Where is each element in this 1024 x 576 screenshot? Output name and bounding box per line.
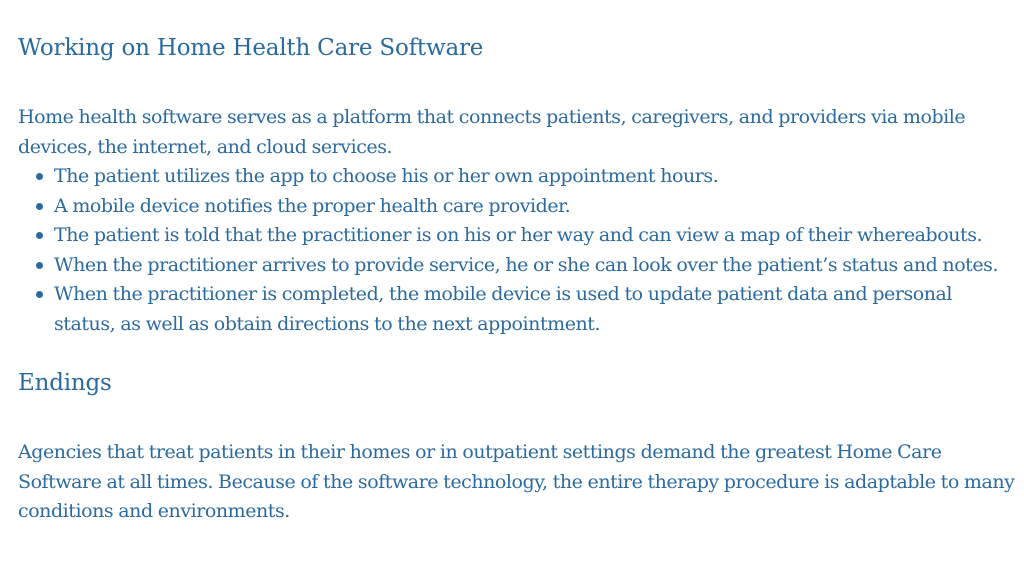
list-item	[18, 251, 1008, 281]
list-item-text: The patient is told that the practitioner is on his or her way and can view a map of their whereabouts.	[54, 224, 983, 246]
bullet-icon	[36, 232, 43, 239]
list-item-text: The patient utilizes the app to choose his or her own appointment hours.	[54, 165, 719, 187]
section-heading-endings: Endings	[18, 370, 112, 396]
list-item	[18, 221, 1008, 251]
section-heading-working: Working on Home Health Care Software	[18, 35, 484, 61]
list-item-text: A mobile device notifies the proper health care provider.	[54, 194, 571, 217]
bullet-icon	[36, 173, 43, 180]
endings-paragraph: Agencies that treat patients in their homes or in outpatient settings demand the greatest Home Care Software at all times. Because of the software technology, the entire therapy procedure is adaptable to many conditions and environments.	[18, 441, 1015, 522]
list-item-text: When the practitioner arrives to provide service, he or she can look over the patient’s status and notes.	[54, 253, 999, 276]
bullet-icon	[36, 203, 43, 210]
list-item	[18, 280, 1008, 339]
steps-list	[18, 162, 1008, 339]
list-item	[18, 162, 1008, 192]
intro-paragraph: Home health software serves as a platform that connects patients, caregivers, and providers via mobile devices, the internet, and cloud services.	[18, 106, 966, 158]
bullet-icon	[36, 262, 43, 269]
bullet-icon	[36, 291, 43, 298]
list-item	[18, 192, 1008, 222]
list-item-text: When the practitioner is completed, the mobile device is used to update patient data and personal status, as well as obtain directions to the next appointment.	[54, 283, 953, 335]
